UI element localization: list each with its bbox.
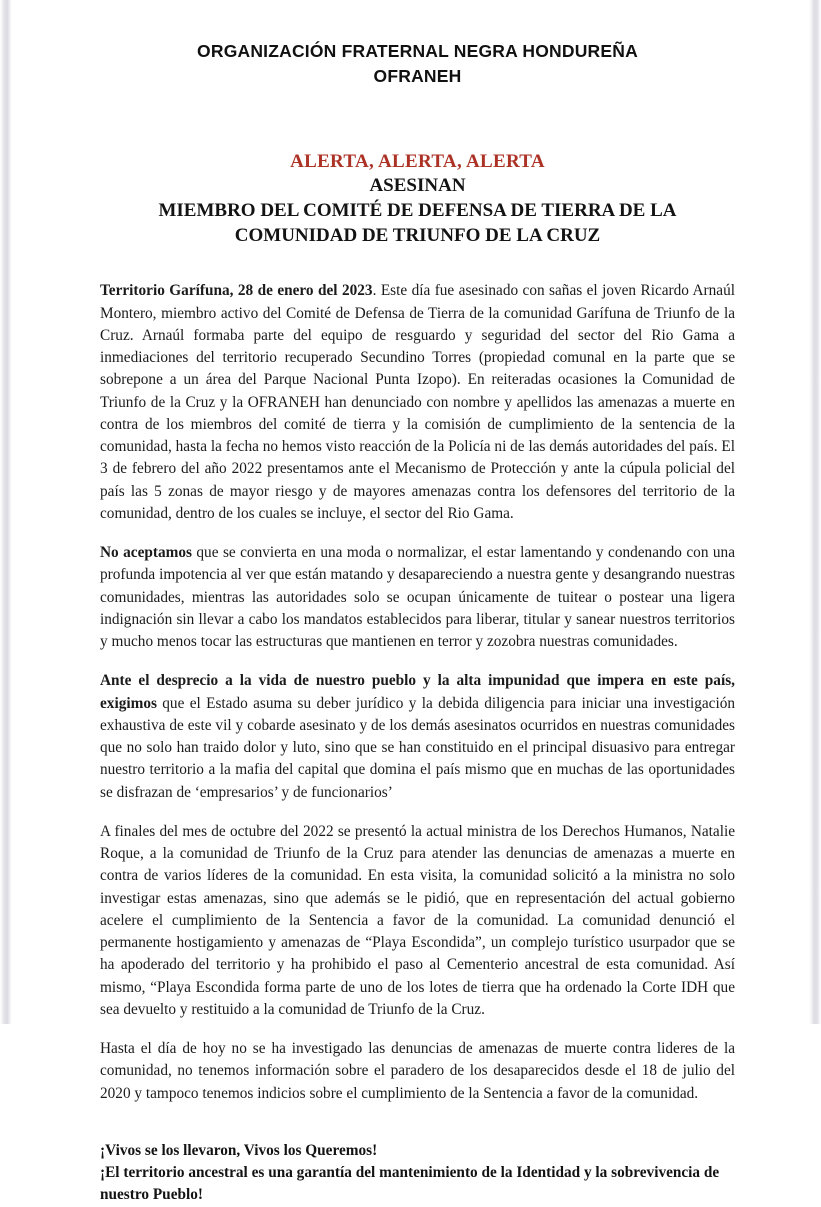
paragraph-5-text: Hasta el día de hoy no se ha investigado las denuncias de amenazas de muerte contra lideres de la comunidad, no tenemos información sobre el paradero de los desaparecidos desde el 18 de julio del 2020 y tampoco tenemos indicios sobre el cumplimiento de la Sentencia a favor de la comunidad. bbox=[100, 1040, 735, 1102]
body-text bbox=[100, 280, 735, 1105]
paragraph-4 bbox=[100, 821, 735, 1021]
document-page bbox=[12, 0, 809, 1204]
headline-subject-line-1: MIEMBRO DEL COMITÉ DE DEFENSA DE TIERRA DE LA bbox=[158, 200, 677, 222]
paragraph-3-text: que el Estado asuma su deber jurídico y la debida diligencia para iniciar una investigación exhaustiva de este vil y cobarde asesinato y de los demás asesinatos ocurridos en nuestras comunidades que no solo han traido dolor y luto, sino que se han constituido en el principal disuasivo para entregar nuestro territorio a la mafia del capital que domina el país mismo que en muchas de las oportunidades se disfrazan de ‘empresarios’ y de funcionarios’ bbox=[100, 694, 735, 801]
paragraph-3 bbox=[100, 670, 735, 804]
paragraph-2-lead: No aceptamos bbox=[100, 544, 192, 562]
headline-verb: ASESINAN bbox=[369, 175, 466, 197]
paragraph-3-lead: Ante el desprecio a la vida de nuestro pueblo y la alta impunidad que impera en este país, exigimos bbox=[100, 672, 735, 712]
page-left-edge-shadow bbox=[0, 0, 12, 1024]
headline-subject-line-2: COMUNIDAD DE TRIUNFO DE LA CRUZ bbox=[234, 224, 601, 246]
alert-banner-text: ALERTA, ALERTA, ALERTA bbox=[290, 150, 545, 172]
letterhead bbox=[100, 0, 735, 89]
paragraph-1-lead: Territorio Garífuna, 28 de enero del 2023 bbox=[100, 282, 373, 300]
closing-slogan-1: ¡Vivos se los llevaron, Vivos los Queremos! bbox=[100, 1141, 378, 1159]
paragraph-1 bbox=[100, 280, 735, 525]
organization-acronym: OFRANEH bbox=[373, 65, 462, 86]
paragraph-5 bbox=[100, 1038, 735, 1105]
paragraph-4-text: A finales del mes de octubre del 2022 se presentó la actual ministra de los Derechos Humanos, Natalie Roque, a la comunidad de Triunfo de la Cruz para atender las denuncias de amenazas a muerte en contra de varios líderes de la comunidad. En esta visita, la comunidad solicitó a la ministra no solo investigar estas amenazas, sino que además se le pidió, que en representación del actual gobierno acelere el cumplimiento de la Sentencia a favor de la comunidad. La comunidad denunció el permanente hostigamiento y amenazas de “Playa Escondida”, un complejo turístico usurpador que se ha apoderado del territorio y ha prohibido el paso al Cementerio ancestral de esta comunidad. Así mismo, “Playa Escondida forma parte de uno de los lotes de tierra que ha ordenado la Corte IDH que sea devuelto y restituido a la comunidad de Triunfo de la Cruz. bbox=[100, 822, 735, 1018]
closing-slogan-2: ¡El territorio ancestral es una garantía del mantenimiento de la Identidad y la sobrevivencia de nuestro Pueblo! bbox=[100, 1164, 720, 1204]
paragraph-2-text: que se convierta en una moda o normalizar, el estar lamentando y condenando con una profunda impotencia al ver que están matando y desapareciendo a nuestra gente y desangrando nuestras comunidades, mientras las autoridades solo se ocupan únicamente de tuitear o postear una ligera indignación sin llevar a cabo los mandatos establecidos para liberar, titular y sanear nuestros territorios y mucho menos tocar las estructuras que mantienen en terror y zozobra nuestras comunidades. bbox=[100, 544, 735, 651]
paragraph-2 bbox=[100, 542, 735, 653]
closing-slogans bbox=[100, 1140, 735, 1207]
organization-name: ORGANIZACIÓN FRATERNAL NEGRA HONDUREÑA bbox=[197, 41, 638, 61]
headline-block bbox=[100, 150, 735, 249]
paragraph-1-text: . Este día fue asesinado con sañas el joven Ricardo Arnaúl Montero, miembro activo del Comité de Defensa de Tierra de la comunidad Garífuna de Triunfo de la Cruz. Arnaúl formaba parte del equipo de resguardo y seguridad del sector del Rio Gama a inmediaciones del territorio recuperado Secundino Torres (propiedad comunal en la parte que se sobrepone a un área del Parque Nacional Punta Izopo). En reiteradas ocasiones la Comunidad de Triunfo de la Cruz y la OFRANEH han denunciado con nombre y apellidos las amenazas a muerte en contra de los miembros del comité de tierra y la comisión de cumplimiento de la sentencia de la comunidad, hasta la fecha no hemos visto reacción de la Policía ni de las demás autoridades del país. El 3 de febrero del año 2022 presentamos ante el Mecanismo de Protección y ante la cúpula policial del país las 5 zonas de mayor riesgo y de mayores amenazas contra los defensores del territorio de la comunidad, dentro de los cuales se incluye, el sector del Rio Gama. bbox=[100, 282, 735, 522]
document-content bbox=[100, 0, 735, 1207]
page-right-edge-shadow bbox=[809, 0, 821, 1024]
